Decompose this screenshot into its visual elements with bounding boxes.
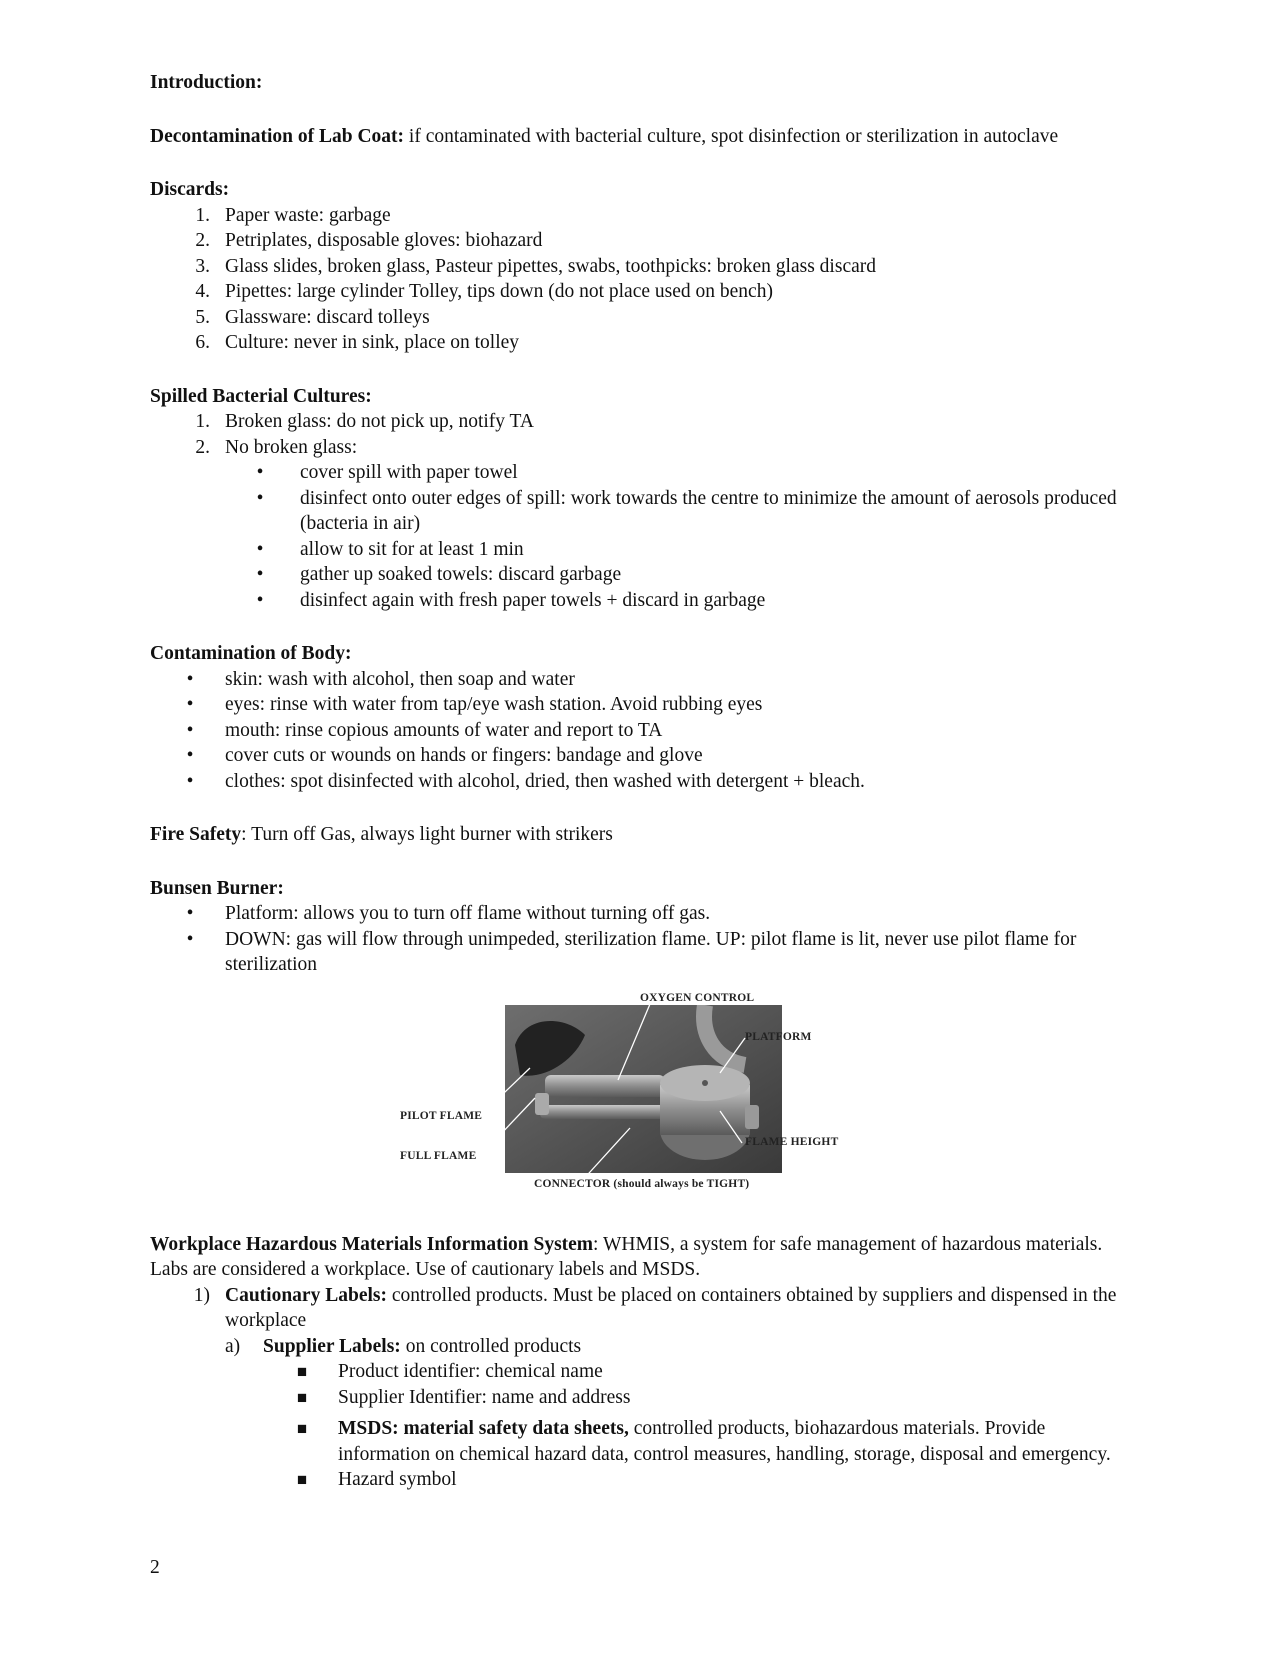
square-item: ■ Hazard symbol bbox=[296, 1469, 457, 1490]
pilot-flame-label: PILOT FLAME bbox=[400, 1109, 483, 1122]
bullet-item: • cover cuts or wounds on hands or fingers: bandage and glove bbox=[186, 745, 703, 766]
platform-label: PLATFORM bbox=[745, 1030, 812, 1043]
square-item: ■ Supplier Identifier: name and address bbox=[296, 1386, 631, 1408]
bullet-item: • DOWN: gas will flow through unimpeded, sterilization flame. UP: pilot flame is lit, never use pilot flame for sterilization bbox=[186, 928, 1077, 975]
bullet-item: • disinfect again with fresh paper towels + discard in garbage bbox=[256, 589, 766, 611]
bullet-item: • allow to sit for at least 1 min bbox=[256, 538, 524, 560]
bunsen-list bbox=[150, 901, 1130, 978]
decon-paragraph bbox=[150, 124, 1130, 150]
list-item: 5. Glassware: discard tolleys bbox=[195, 306, 430, 328]
page-number: 2 bbox=[150, 1557, 160, 1578]
list-item: 4. Pipettes: large cylinder Tolley, tips down (do not place used on bench) bbox=[195, 281, 773, 302]
intro-heading: Introduction: bbox=[150, 72, 263, 93]
bullet-item: • Platform: allows you to turn off flame without turning off gas. bbox=[186, 903, 711, 924]
bullet-item: • eyes: rinse with water from tap/eye wash station. Avoid rubbing eyes bbox=[186, 694, 763, 715]
square-item: ■ Product identifier: chemical name bbox=[296, 1361, 603, 1382]
list-item: 2. Petriplates, disposable gloves: biohazard bbox=[195, 230, 543, 251]
fire-paragraph bbox=[150, 822, 1130, 848]
bunsen-burner-figure bbox=[150, 988, 1130, 1212]
bullet-item: • cover spill with paper towel bbox=[256, 462, 518, 483]
square-item: ■ MSDS: material safety data sheets, controlled products, biohazardous materials. Provide information on chemical hazard data, control measures, handling, storage, disposal and emergency. bbox=[296, 1418, 1111, 1465]
list-item: 1. Paper waste: garbage bbox=[195, 204, 391, 226]
cautionary-labels-item: 1) Cautionary Labels: controlled products. Must be placed on containers obtained by suppliers and dispensed in the workplace bbox=[193, 1284, 1117, 1331]
spilled-heading: Spilled Bacterial Cultures: bbox=[150, 385, 372, 407]
flame-height-label: FLAME HEIGHT bbox=[745, 1135, 839, 1148]
decon-text: if contaminated with bacterial culture, spot disinfection or sterilization in autoclave bbox=[404, 125, 1059, 147]
body-contam-heading: Contamination of Body: bbox=[150, 643, 352, 664]
document-page bbox=[150, 70, 1130, 1493]
fire-heading: Fire Safety bbox=[150, 824, 242, 845]
fire-text: : Turn off Gas, always light burner with strikers bbox=[241, 824, 613, 845]
supplier-labels-item: a) Supplier Labels: on controlled products bbox=[225, 1335, 582, 1357]
bullet-item: • clothes: spot disinfected with alcohol, dried, then washed with detergent + bleach. bbox=[186, 770, 865, 792]
list-item: 2. No broken glass: bbox=[195, 436, 358, 458]
whmis-text: : WHMIS, a system for safe management of hazardous materials. Labs are considered a workplace. Use of cautionary labels and MSDS. bbox=[150, 1233, 1103, 1280]
discards-list bbox=[150, 203, 1130, 356]
discards-heading: Discards: bbox=[150, 179, 230, 200]
full-flame-label: FULL FLAME bbox=[400, 1149, 477, 1162]
list-item: 1. Broken glass: do not pick up, notify TA bbox=[195, 411, 534, 432]
whmis-paragraph bbox=[150, 1232, 1130, 1283]
list-item: 3. Glass slides, broken glass, Pasteur pipettes, swabs, toothpicks: broken glass discard bbox=[195, 255, 876, 277]
bullet-item: • disinfect onto outer edges of spill: work towards the centre to minimize the amount of aerosols produced (bacteria in air) bbox=[256, 487, 1117, 534]
list-item: 6. Culture: never in sink, place on tolley bbox=[195, 332, 520, 353]
bullet-item: • skin: wash with alcohol, then soap and water bbox=[186, 668, 575, 690]
whmis-heading: Workplace Hazardous Materials Information System bbox=[150, 1233, 594, 1255]
decon-heading: Decontamination of Lab Coat: bbox=[150, 125, 405, 147]
body-contam-list bbox=[150, 667, 1130, 795]
oxygen-control-label: OXYGEN CONTROL bbox=[640, 991, 755, 1004]
bunsen-heading: Bunsen Burner: bbox=[150, 877, 284, 899]
connector-label: CONNECTOR (should always be TIGHT) bbox=[534, 1177, 750, 1190]
bullet-item: • gather up soaked towels: discard garbage bbox=[256, 564, 622, 585]
spilled-list bbox=[150, 409, 1130, 613]
bullet-item: • mouth: rinse copious amounts of water and report to TA bbox=[186, 719, 663, 741]
